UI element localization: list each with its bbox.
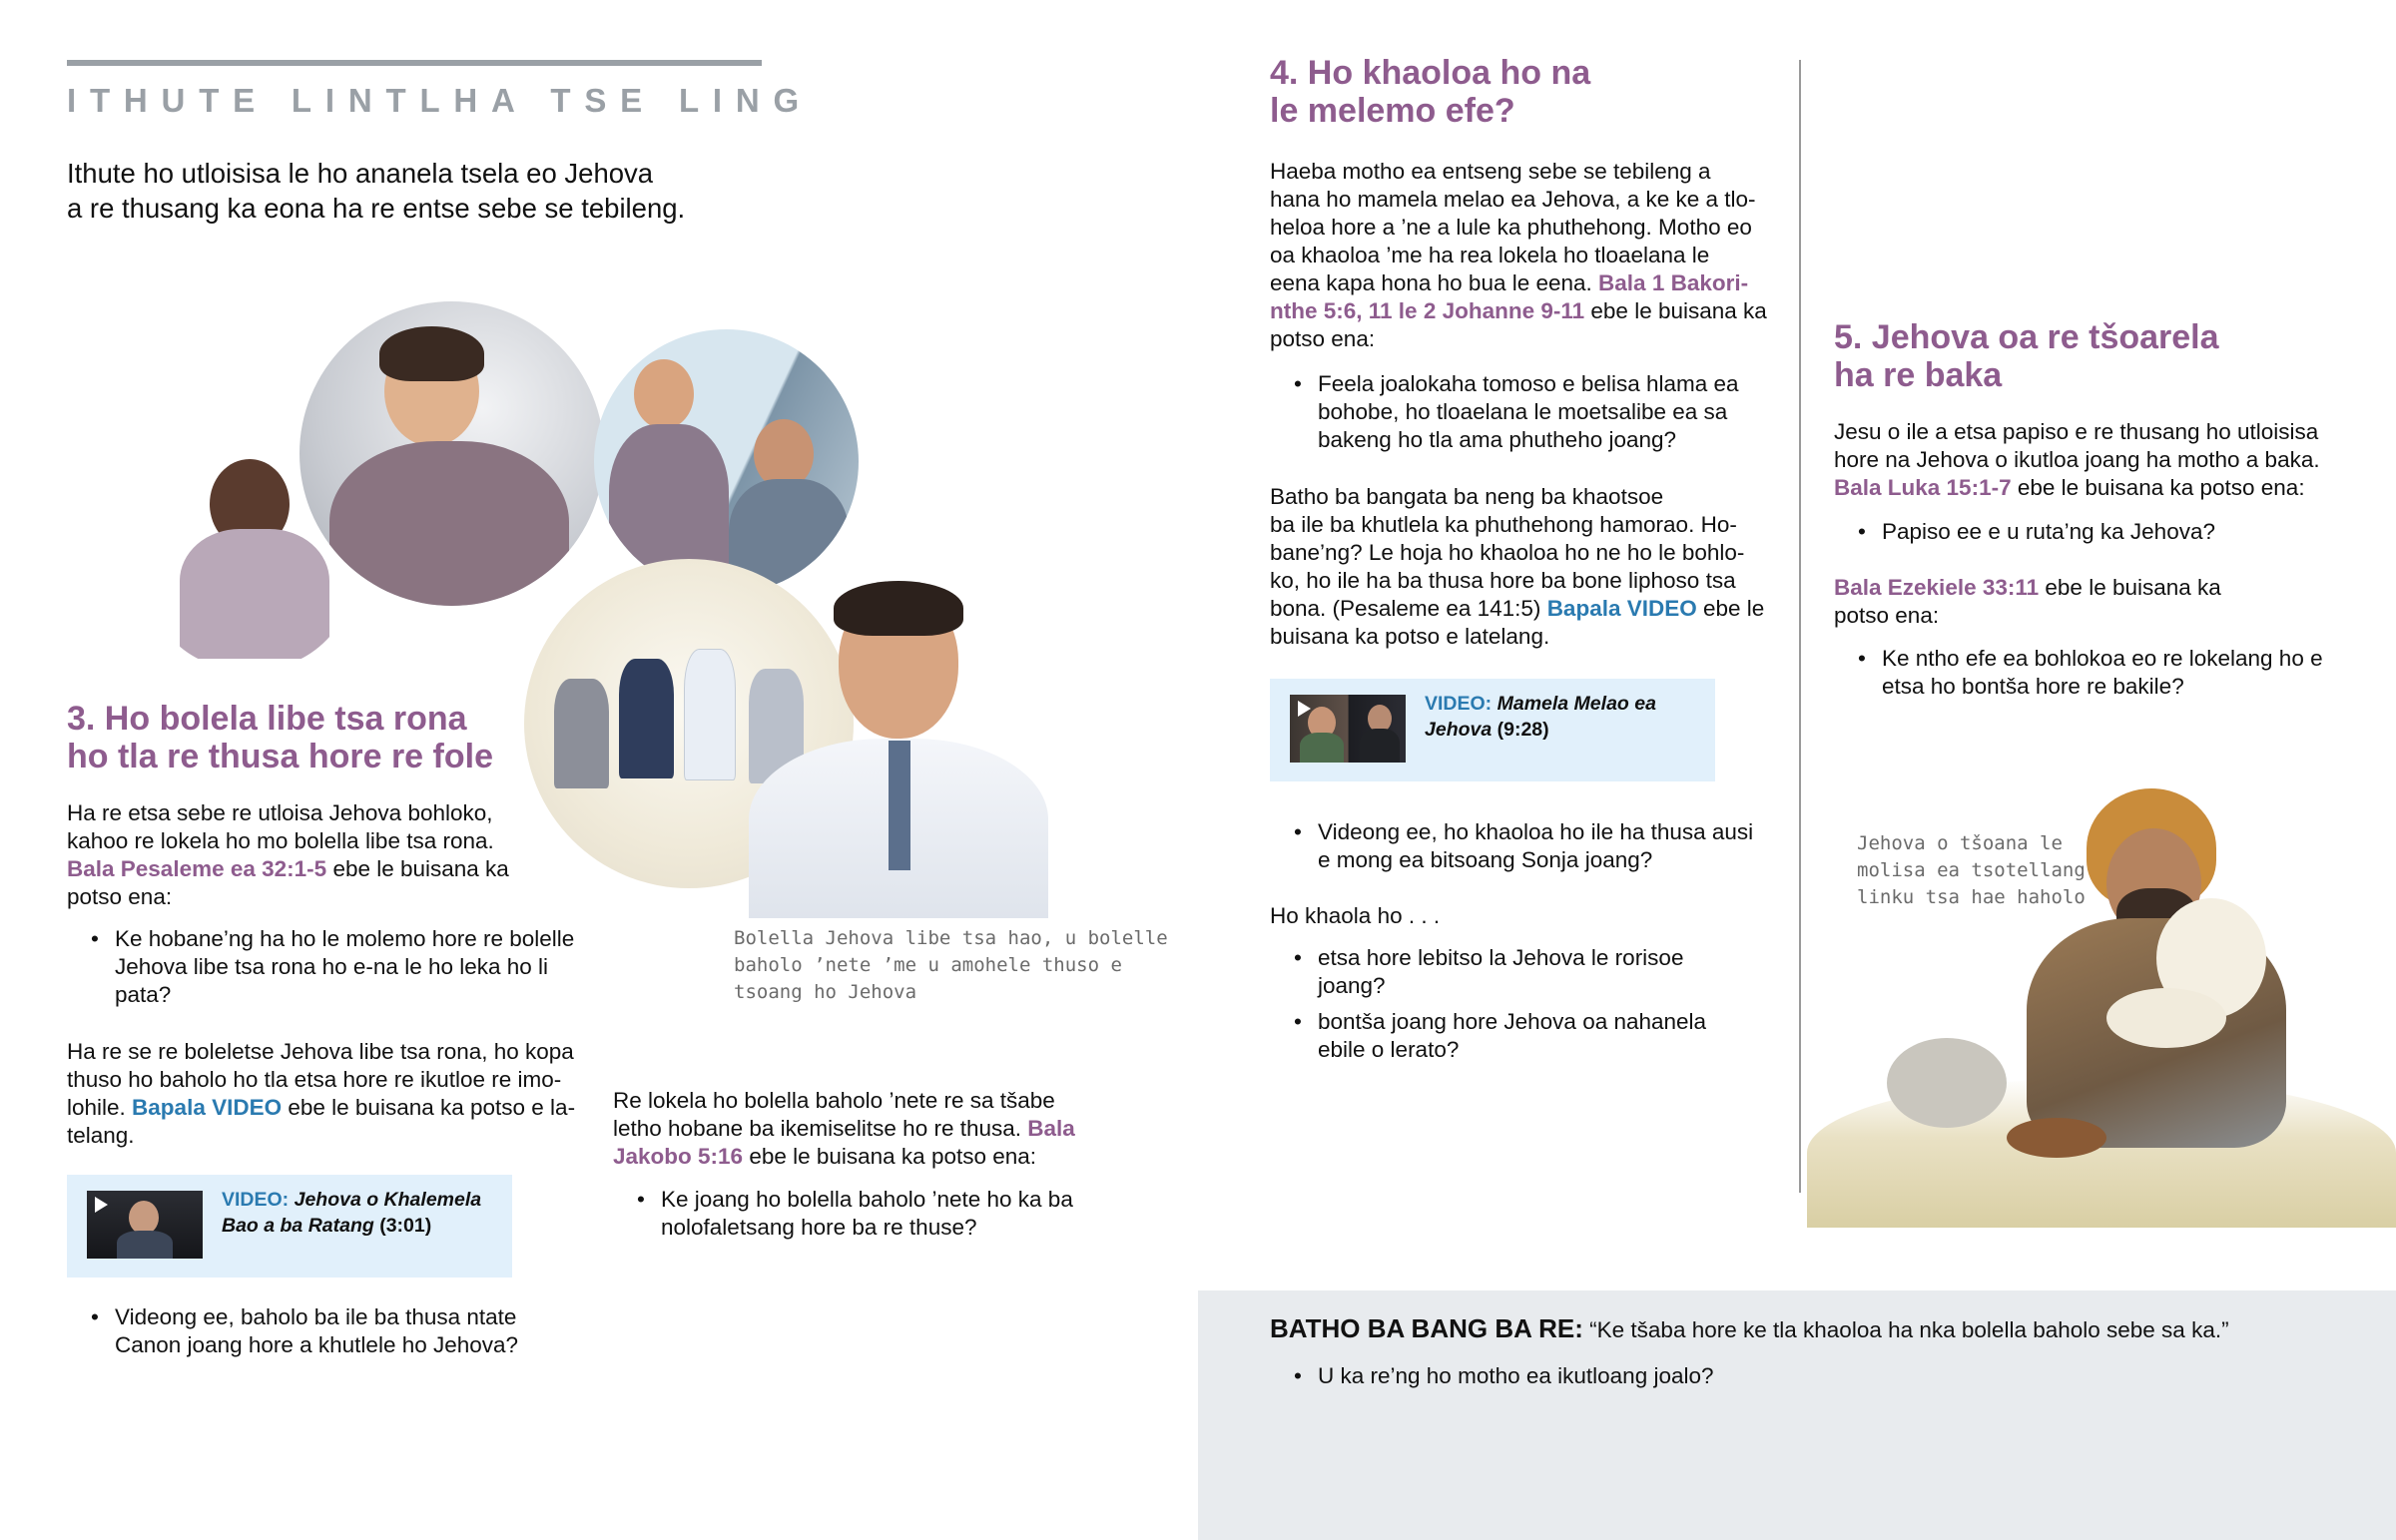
text-line: telang. (67, 1123, 135, 1148)
text-line (1270, 595, 1764, 623)
text-line (613, 1143, 1075, 1171)
text-line: tsoang ho Jehova (734, 981, 917, 1003)
text-line: ba ile ba khutlela ka phuthehong hamorao. Ho- (1270, 512, 1737, 537)
section-4-bullets-3-4 (1270, 944, 1789, 1064)
image-caption-elders (734, 925, 1168, 1006)
text-fragment: ebe le buisana ka (2039, 575, 2221, 600)
young-man-portrait (739, 589, 1078, 928)
text-line: • Feela joalokaha tomoso e belisa hlama ea (1318, 371, 1739, 396)
footer-quote-text: “Ke tšaba hore ke tla khaoloa ha nka bolella baholo sebe sa ka.” (1582, 1317, 2229, 1342)
section-3-paragraph-2 (67, 1038, 575, 1150)
section-5-paragraph-1 (1834, 418, 2320, 502)
text-line: Batho ba bangata ba neng ba khaotsoe (1270, 484, 1664, 509)
heading-line: ho tla re thusa hore re fole (67, 738, 493, 775)
text-line: bane’ng? Le hoja ho khaoloa ho ne ho le bohlo- (1270, 540, 1745, 565)
video-box-elders[interactable] (67, 1175, 512, 1278)
heading-line: 4. Ho khaoloa ho na (1270, 54, 1591, 92)
question-item (1270, 818, 1809, 874)
question-item (1834, 645, 2373, 701)
text-line: kahoo re lokela ho mo bolella libe tsa rona. (67, 828, 494, 853)
section-4-paragraph-3: Ho khaola ho . . . (1270, 903, 1441, 928)
text-line: buisana ka potso e latelang. (1270, 624, 1550, 649)
text-fragment: eena kapa hona ho bua le eena. (1270, 270, 1599, 295)
text-fragment: ebe le buisana ka potso ena: (2011, 475, 2305, 500)
video-title: Mamela Melao ea (1497, 693, 1656, 715)
text-line (1834, 574, 2221, 602)
text-line: ko, ho ile ha ba thusa hore ba bone liphoso tsa (1270, 568, 1736, 593)
video-duration: (9:28) (1497, 719, 1549, 741)
text-line: hore na Jehova o ikutloa joang ha motho a baka. (1834, 447, 2320, 472)
section-3-heading (67, 700, 493, 775)
scripture-reference[interactable]: Jakobo 5:16 (613, 1144, 744, 1169)
kicker-heading: ITHUTE LINTLHA TSE LING (67, 82, 813, 119)
text-line: • Ke ntho efe ea bohlokoa eo re lokelang ho e (1882, 646, 2323, 671)
phone-call-circle (594, 329, 859, 594)
text-line (67, 1094, 575, 1122)
text-line: potso ena: (67, 884, 173, 909)
text-line: heloa hore a ’ne a lule ka phuthehong. Motho eo (1270, 215, 1752, 240)
footer-panel (1198, 1290, 2396, 1540)
section-4-paragraph-1 (1270, 158, 1767, 353)
column-divider (1799, 60, 1801, 1193)
question-item (67, 925, 626, 1009)
text-fragment: ebe le buisana ka (326, 856, 509, 881)
section-5-heading (1834, 318, 2219, 394)
text-line (67, 855, 509, 883)
section-4-heading (1270, 54, 1590, 130)
text-line: Jesu o ile a etsa papiso e re thusang ho utloisisa (1834, 419, 2319, 444)
question-item (1270, 1362, 2168, 1390)
section-4-bullet-1 (1270, 370, 1789, 454)
play-video-link[interactable]: Bapala VIDEO (132, 1095, 283, 1120)
section-3-bullet-3 (613, 1186, 1172, 1242)
scripture-reference[interactable]: Bala Pesaleme ea 32:1-5 (67, 856, 327, 881)
play-video-link[interactable]: Bapala VIDEO (1546, 596, 1697, 621)
text-line: baholo ’nete ’me u amohele thuso e (734, 954, 1122, 976)
kicker-rule (67, 60, 762, 66)
text-line: Ha re se re boleletse Jehova libe tsa rona, ho kopa (67, 1039, 574, 1064)
heading-line: ha re baka (1834, 356, 2003, 394)
text-line: nolofaletsang hore ba re thuse? (661, 1215, 977, 1240)
section-3-bullet-1 (67, 925, 626, 1009)
section-5-bullet-2 (1834, 645, 2373, 701)
heading-line: le melemo efe? (1270, 92, 1515, 130)
text-line: ebile o lerato? (1318, 1037, 1460, 1062)
text-line: • Videong ee, ho khaoloa ho ile ha thusa ausi (1318, 819, 1754, 844)
text-fragment: ebe le (1696, 596, 1765, 621)
text-line: • Videong ee, baholo ba ile ba thusa ntate (115, 1304, 517, 1329)
text-line: Canon joang hore a khutlele ho Jehova? (115, 1332, 519, 1357)
text-line: • etsa hore lebitso la Jehova le rorisoe (1318, 945, 1684, 970)
text-line: potso ena: (1834, 603, 1940, 628)
video-tag: VIDEO: (1425, 693, 1493, 715)
text-line: joang? (1318, 973, 1386, 998)
question-item (613, 1186, 1172, 1242)
video-title: Jehova o Khalemela (294, 1189, 482, 1211)
praying-man-circle (300, 301, 604, 606)
image-caption-shepherd (1857, 830, 2086, 911)
text-line: etsa ho bontša hore re bakile? (1882, 674, 2184, 699)
question-item (1270, 370, 1789, 454)
video-title: Bao a ba Ratang (222, 1215, 374, 1237)
text-line (1834, 474, 2320, 502)
text-line (1270, 297, 1767, 325)
text-line (1425, 717, 1656, 743)
section-5-bullet-1 (1834, 518, 2373, 546)
scripture-reference[interactable]: Bala Ezekiele 33:11 (1834, 575, 2040, 600)
video-box-sonja[interactable] (1270, 679, 1715, 781)
play-icon[interactable] (1298, 701, 1311, 717)
text-line (222, 1187, 481, 1213)
text-line: potso ena: (1270, 326, 1376, 351)
scripture-reference[interactable]: nthe 5:6, 11 le 2 Johanne 9-11 (1270, 298, 1585, 323)
text-line: • U ka re’ng ho motho ea ikutloang joalo? (1318, 1363, 1714, 1388)
text-line: thuso ho baholo ho tla etsa hore re ikutloe re imo- (67, 1067, 562, 1092)
question-item (1270, 1008, 1789, 1064)
section-3-paragraph-1 (67, 799, 509, 911)
text-line: Jehova libe tsa rona ho e-na le ho leka ho li (115, 954, 549, 979)
video-duration: (3:01) (379, 1215, 432, 1237)
text-line: • Papiso ee e u ruta’ng ka Jehova? (1882, 519, 2215, 544)
text-line: linku tsa hae haholo (1857, 886, 2086, 908)
text-fragment: ebe le buisana ka (1584, 298, 1767, 323)
text-line: e mong ea bitsoang Sonja joang? (1318, 847, 1653, 872)
footer-bullet (1270, 1362, 2168, 1390)
video-label (1425, 691, 1656, 743)
question-item (67, 1303, 626, 1359)
scripture-reference[interactable]: Bala (1027, 1116, 1075, 1141)
scripture-reference[interactable]: Bala 1 Bakori- (1598, 270, 1749, 295)
video-title: Jehova (1425, 719, 1493, 741)
text-line: Ha re etsa sebe re utloisa Jehova bohloko, (67, 800, 493, 825)
text-line: Re lokela ho bolella baholo ’nete re sa tšabe (613, 1088, 1055, 1113)
intro-line: a re thusang ka eona ha re entse sebe se tebileng. (67, 193, 686, 224)
text-line: bohobe, ho tloaelana le moetsalibe ea sa (1318, 399, 1728, 424)
text-line: • Ke joang ho bolella baholo ’nete ho ka ba (661, 1187, 1073, 1212)
question-item (1834, 518, 2373, 546)
intro-text (67, 156, 685, 226)
text-line: • Ke hobane’ng ha ho le molemo hore re bolelle (115, 926, 575, 951)
text-line: oa khaoloa ’me ha rea lokela ho tloaelana le (1270, 243, 1710, 267)
text-line: hana ho mamela melao ea Jehova, a ke ke a tlo- (1270, 187, 1756, 212)
text-line: bakeng ho tla ama phutheho joang? (1318, 427, 1677, 452)
footer-label: BATHO BA BANG BA RE: (1270, 1313, 1583, 1343)
heading-line: 5. Jehova oa re tšoarela (1834, 318, 2219, 356)
heading-line: 3. Ho bolela libe tsa rona (67, 700, 467, 738)
text-fragment: lohile. (67, 1095, 133, 1120)
section-5-paragraph-2 (1834, 574, 2221, 630)
video-thumbnail[interactable] (87, 1191, 203, 1259)
text-line: pata? (115, 982, 172, 1007)
text-line: Bolella Jehova libe tsa hao, u bolelle (734, 927, 1168, 949)
section-3-paragraph-3 (613, 1087, 1075, 1171)
text-line: molisa ea tsotellang (1857, 859, 2086, 881)
text-line (1425, 691, 1656, 717)
intro-line: Ithute ho utloisisa le ho ananela tsela eo Jehova (67, 158, 654, 189)
section-4-paragraph-2 (1270, 483, 1764, 651)
text-line (222, 1213, 481, 1239)
text-line: Jehova o tšoana le (1857, 832, 2063, 854)
text-line: Haeba motho ea entseng sebe se tebileng a (1270, 159, 1711, 184)
question-item (1270, 944, 1789, 1000)
text-fragment: letho hobane ba ikemiselitse ho re thusa. (613, 1116, 1028, 1141)
scripture-reference[interactable]: Bala Luka 15:1-7 (1834, 475, 2012, 500)
text-line: • bontša joang hore Jehova oa nahanela (1318, 1009, 1707, 1034)
text-fragment: ebe le buisana ka potso ena: (743, 1144, 1037, 1169)
play-icon[interactable] (95, 1197, 108, 1213)
video-label (222, 1187, 481, 1239)
text-line (1270, 269, 1767, 297)
text-fragment: bona. (Pesaleme ea 141:5) (1270, 596, 1547, 621)
section-3-bullet-2 (67, 1303, 626, 1359)
section-4-bullet-2 (1270, 818, 1809, 874)
text-fragment: ebe le buisana ka potso e la- (282, 1095, 576, 1120)
text-line (613, 1115, 1075, 1143)
video-tag: VIDEO: (222, 1189, 290, 1211)
footer-quote (1270, 1314, 2229, 1344)
video-thumbnail[interactable] (1290, 695, 1406, 763)
